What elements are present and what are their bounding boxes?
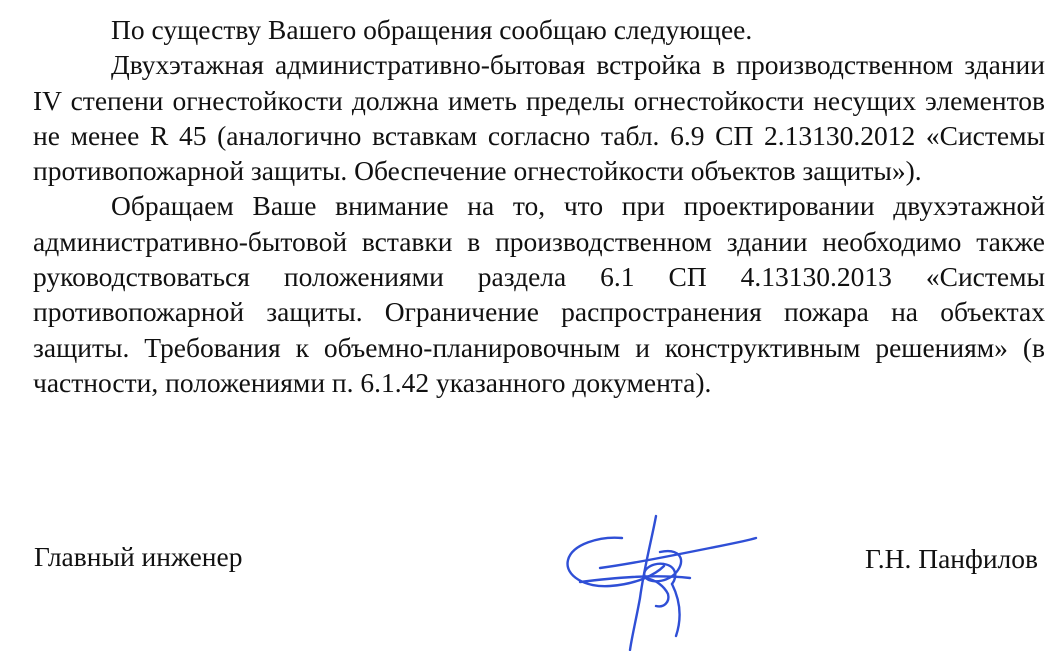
paragraph-fire-resistance: Двухэтажная административно-бытовая встройка в производственном здании IV степени огнестойкости должна иметь пределы огнестойкости несущих элементов не менее R 45 (аналогично вставкам согласно табл. 6.9 СП 2.13130.2012 «Системы противопожарной защиты. Обеспечение огнестойкости объектов защиты»).	[33, 49, 1045, 187]
paragraph-requirements: Обращаем Ваше внимание на то, что при проектировании двухэтажной административно-бытовой вставки в производственном здании необходимо также руководствоваться положениями раздела 6.1 СП 4.13130.2013 «Системы противопожарной защиты. Ограничение распространения пожара на объектах защиты. Требования к объемно-планировочным и конструктивным решениям» (в частности, положениями п. 6.1.42 указанного документа).	[33, 190, 1045, 398]
handwritten-signature-icon	[560, 508, 770, 651]
paragraph-intro: По существу Вашего обращения сообщаю следующее.	[111, 14, 753, 45]
signer-name: Г.Н. Панфилов	[864, 543, 1038, 574]
signer-position: Главный инженер	[34, 541, 243, 572]
